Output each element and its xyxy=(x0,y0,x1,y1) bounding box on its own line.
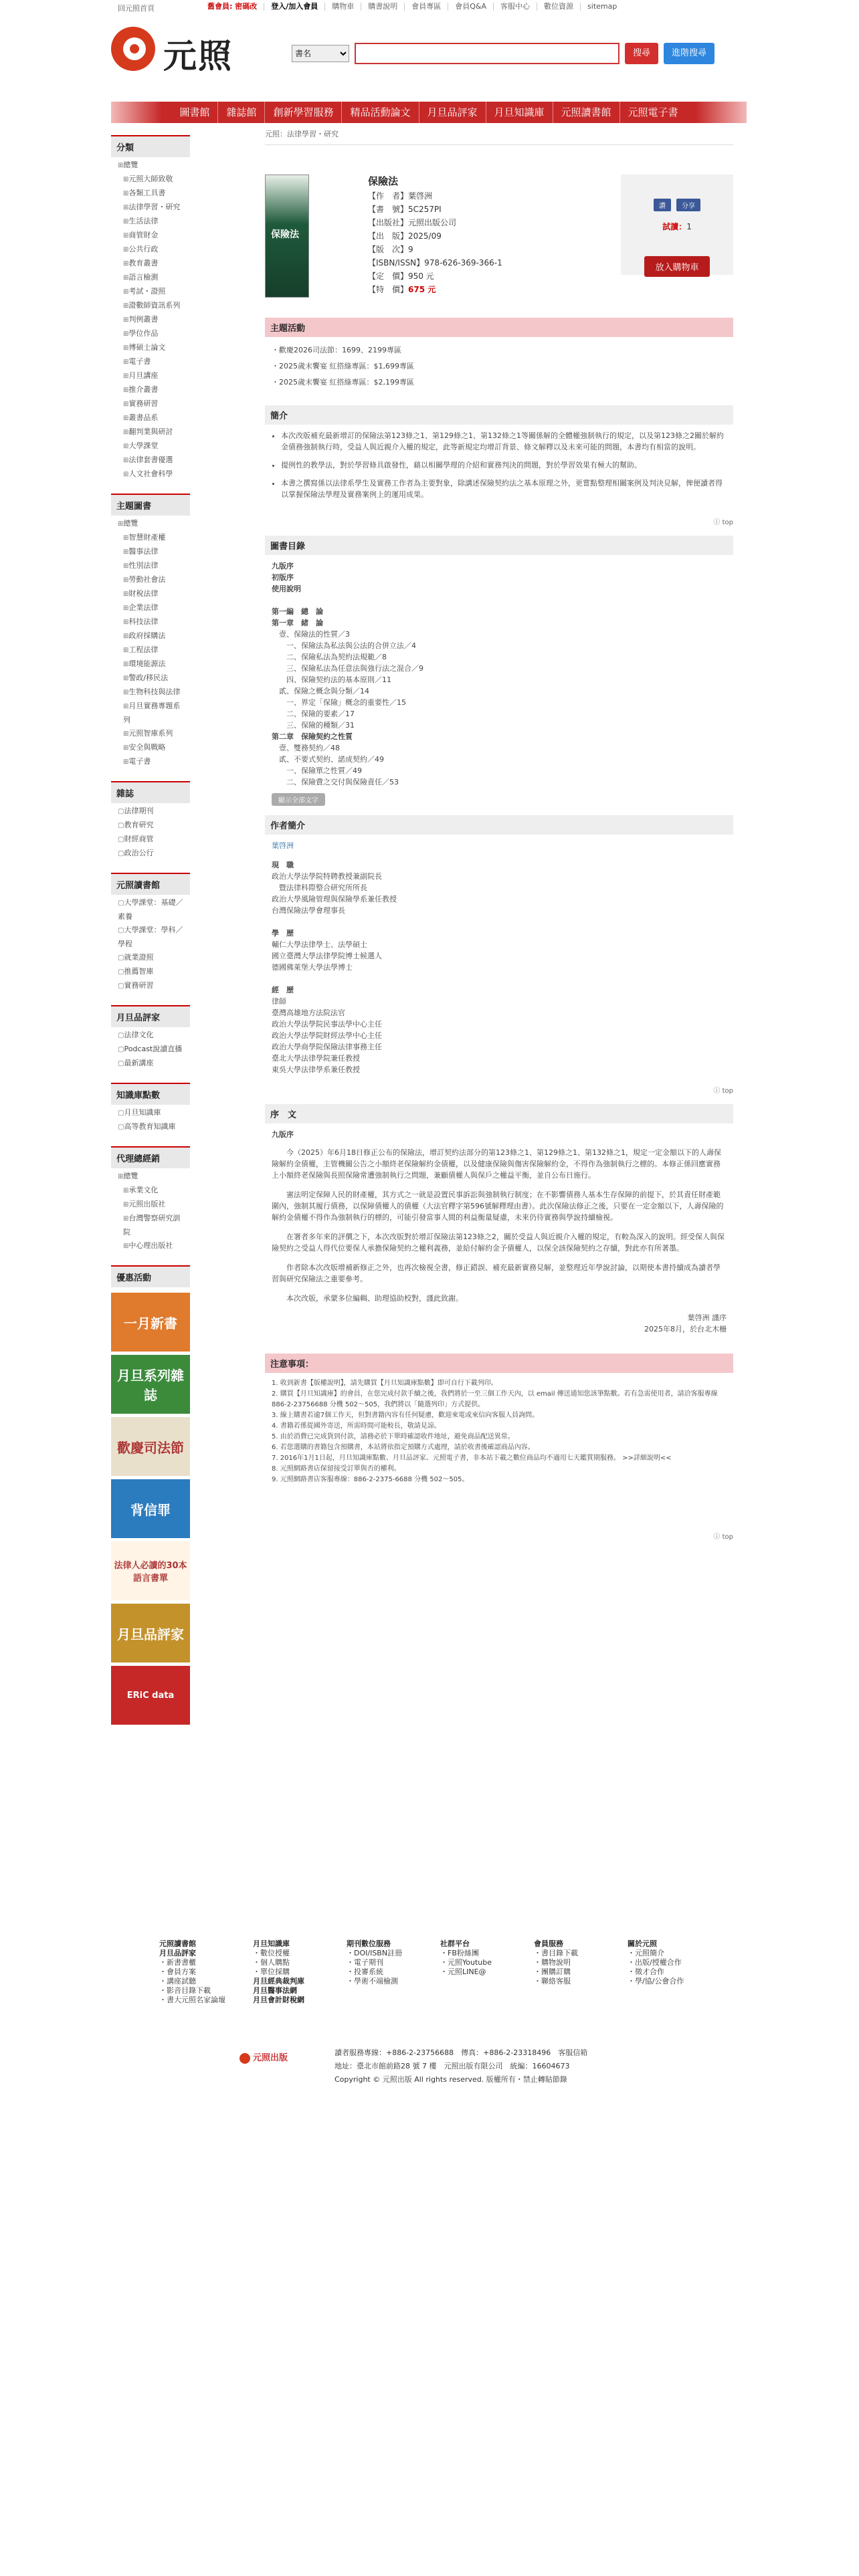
sidebar-item-topic-12[interactable]: ⊞ 月旦實務專題系列 xyxy=(118,700,186,727)
logo-text: 元照 xyxy=(163,36,233,76)
sidebar-item-category-8[interactable]: ⊞ 考試・證照 xyxy=(118,285,186,299)
footer-link[interactable]: ・單位採購 xyxy=(253,1967,290,1976)
author-title: 作者簡介 xyxy=(265,815,733,835)
main-nav xyxy=(111,102,747,123)
top-links xyxy=(201,3,624,11)
sidebar-item-topic-1[interactable]: ⊞ 醫事法律 xyxy=(118,545,186,559)
sidebar-category-root[interactable]: ⊞ 總覽 xyxy=(118,158,186,173)
search-button[interactable]: 搜尋 xyxy=(625,43,658,64)
footer-link[interactable]: ・徵才合作 xyxy=(628,1967,664,1976)
footer-col-title[interactable]: 會員服務 xyxy=(534,1939,563,1948)
toc-line: 第一編 總 論 xyxy=(272,607,323,616)
sidebar-item-category-20[interactable]: ⊞ 法律套書優選 xyxy=(118,453,186,467)
sidebar-item-reading-0[interactable]: ▢ 大學課堂：基礎／素養 xyxy=(118,896,186,924)
footer-link[interactable]: ・個人購點 xyxy=(253,1958,290,1967)
nav-item-4[interactable]: 月旦品評家 xyxy=(419,102,486,123)
sidebar-item-category-3[interactable]: ⊞ 生活法律 xyxy=(118,215,186,229)
notice-item-1: 2. 購買【月旦知識庫】的會員，在您完成付款手續之後，我們將於一至三個工作天內，以 email 傳送通知您該筆點數。若有急需使用者，請洽客服專線 886-2-23756688 分機 502～505，我們將以「隨選列印」方式提供。 xyxy=(272,1390,718,1408)
preface-paragraph: 今（2025）年6月18日修正公布的保險法，增訂契約法部分的第123條之1、第129條之1、第132條之1，規定一定金額以下的人壽保險解約金債權，主管機關公告之小額終老保險解約金債權，以及健康保險與傷害保險解約金，不得作為強制執行之標的。本修正係回應實務上小額終老保險與長照保險常遭強制執行之問題，兼顧債權人與保戶之權益平衡，並自公布日施行。 xyxy=(272,1148,721,1180)
expand-toc-button[interactable]: 顯示全部文字 xyxy=(272,793,325,806)
notice-item-8: 9. 元照網路書店客服專線：886-2-2375-6688 分機 502～505。 xyxy=(272,1476,469,1483)
search-input[interactable] xyxy=(355,43,619,64)
sidebar-item-topic-10[interactable]: ⊞ 警政/移民法 xyxy=(118,671,186,685)
book-special-price: 【特 價】675 元 xyxy=(368,285,436,294)
sidebar-item-critic-1[interactable]: ▢ Podcast說讀直播 xyxy=(118,1043,186,1057)
footer-col-2 xyxy=(347,1939,402,1986)
toc-line: 一、保險單之性質／49 xyxy=(272,766,362,775)
notice-item-6: 7. 2016年1月1日起，月旦知識庫點數、月旦品評家、元照電子書，非本站下載之數位商品均不適用七天鑑賞期服務。 >>詳細說明<< xyxy=(272,1455,672,1462)
top-link-4[interactable]: 會員專區 xyxy=(404,3,448,11)
sidebar-item-reading-4[interactable]: ▢ 實務研習 xyxy=(118,979,186,993)
sidebar-magazine-title: 雜誌 xyxy=(111,781,190,803)
sidebar-item-topic-2[interactable]: ⊞ 性別法律 xyxy=(118,559,186,573)
sidebar-reading-title: 元照讀書館 xyxy=(111,873,190,895)
preface-paragraph: 憲法明定保障人民的財產權，其方式之一就是設置民事訴訟與強制執行制度；在不影響債務人基本生存保障的前提下，於其責任財產範圍內，強制其履行債務，以保障債權人的債權（大法官釋字第596號解釋理由書）。此次保險法修正之後，只要在一定金額以下，人壽保險的解約金債權不得作為強制執行的標的，可能引發當事人間的利益衡量疑慮，未來仍待實務與學說持續檢視。 xyxy=(272,1190,724,1222)
sidebar-item-category-17[interactable]: ⊞ 叢書品系 xyxy=(118,411,186,425)
promotions-section xyxy=(265,318,733,396)
nav-item-0[interactable]: 圖書館 xyxy=(179,106,210,118)
sidebar-item-topic-6[interactable]: ⊞ 科技法律 xyxy=(118,615,186,629)
sidebar-item-reading-3[interactable]: ▢ 推薦智庫 xyxy=(118,965,186,979)
author-line xyxy=(272,973,727,984)
nav-item-1[interactable]: 雜誌館 xyxy=(217,102,264,123)
footer-col-title[interactable]: 社群平台 xyxy=(440,1939,470,1948)
sidebar-item-category-1[interactable]: ⊞ 各類工具書 xyxy=(118,187,186,201)
sidebar-item-knowledge-1[interactable]: ▢ 高等教育知識庫 xyxy=(118,1120,186,1134)
notice-item-3: 4. 書籍若係從國外寄送，所需時間可能較長，敬請見諒。 xyxy=(272,1422,441,1430)
toc-line: 壹、雙務契約／48 xyxy=(272,744,340,752)
sidebar-item-critic-0[interactable]: ▢ 法律文化 xyxy=(118,1029,186,1043)
promotion-item-1[interactable]: ・2025歲末饗宴 紅搭綠專區：$1,699專區 xyxy=(272,362,414,370)
toc-line: 一、界定「保險」概念的重要性／15 xyxy=(272,698,406,707)
toc-line: 使用說明 xyxy=(272,584,301,593)
preface-paragraph: 在署者多年來的評價之下，本次改版對於增訂保險法第123條之2，關於受益人與近親介入權的規定，有較為深入的說明。經受保人與保險契約之受益人得代位要保人承擔保險契約之權利義務，並給付解約金予債權人，以保全該保險契約之存續，對此亦有所著墨。 xyxy=(272,1232,725,1253)
try-read[interactable]: 試讀：1 xyxy=(662,222,692,231)
footer-link[interactable]: ・電子期刊 xyxy=(347,1958,383,1967)
footer-link[interactable]: 月旦品評家 xyxy=(159,1949,196,1957)
sidebar-topic-title: 主題圖書 xyxy=(111,494,190,516)
toc-section xyxy=(265,536,733,806)
author-line: 經 歷 xyxy=(272,986,294,994)
footer-link[interactable]: ・元照LINE@ xyxy=(440,1967,486,1976)
toc-line: 一、保險法為私法與公法的合併立法／4 xyxy=(272,641,416,650)
header xyxy=(111,23,747,76)
like-button[interactable]: 讚 xyxy=(654,199,671,211)
book-id: 【書 號】5C257PI xyxy=(368,205,442,214)
sidebar-item-category-11[interactable]: ⊞ 學位作品 xyxy=(118,327,186,341)
sidebar-item-knowledge-0[interactable]: ▢ 月旦知識庫 xyxy=(118,1106,186,1120)
author-name-link[interactable]: 葉啓洲 xyxy=(272,841,294,850)
promo-banner-2[interactable]: 歡慶司法節 xyxy=(111,1417,190,1476)
author-line: 現 職 xyxy=(272,861,294,869)
nav-item-7[interactable]: 元照電子書 xyxy=(619,102,686,123)
sidebar-knowledge-title: 知識庫點數 xyxy=(111,1083,190,1105)
top-link-1[interactable]: 登入/加入會員 xyxy=(264,3,324,11)
preface-title: 序 文 xyxy=(265,1104,733,1123)
footer-link[interactable]: ・學/協/公會合作 xyxy=(628,1977,684,1985)
toc-line: 四、保險契約法的基本原則／11 xyxy=(272,675,391,684)
sidebar-item-topic-4[interactable]: ⊞ 財稅法律 xyxy=(118,587,186,601)
nav-item-2[interactable]: 創新學習服務 xyxy=(264,102,341,123)
top-link-6[interactable]: 客服中心 xyxy=(493,3,537,11)
sidebar-item-critic-2[interactable]: ▢ 最新講座 xyxy=(118,1057,186,1071)
nav-item-5[interactable]: 月旦知識庫 xyxy=(486,102,553,123)
footer-link[interactable]: 月旦醫事法網 xyxy=(253,1986,297,1995)
sidebar-item-category-7[interactable]: ⊞ 語言檢測 xyxy=(118,271,186,285)
sidebar-topic-root[interactable]: ⊞ 總覽 xyxy=(118,517,186,531)
book-detail xyxy=(265,175,733,308)
author-line: 政治大學商學院保險法律事務主任 xyxy=(272,1043,382,1051)
share-button[interactable]: 分享 xyxy=(676,199,700,211)
sidebar-item-category-14[interactable]: ⊞ 月旦講座 xyxy=(118,369,186,383)
footer-link[interactable]: ・影音目錄下載 xyxy=(159,1986,211,1995)
top-bar xyxy=(0,0,859,15)
footer-link[interactable]: ・DOI/ISBN註冊 xyxy=(347,1949,403,1957)
preface-section xyxy=(265,1104,733,1340)
sidebar-item-agent-0[interactable]: ⊞ 承業文化 xyxy=(118,1184,186,1198)
nav-item-6[interactable]: 元照讀書館 xyxy=(553,102,619,123)
promo-banner-1[interactable]: 月旦系列雜誌 xyxy=(111,1355,190,1414)
toc-title: 圖書目錄 xyxy=(265,536,733,555)
book-isbn: 【ISBN/ISSN】978-626-369-366-1 xyxy=(368,258,502,267)
sidebar-item-topic-7[interactable]: ⊞ 政府採購法 xyxy=(118,629,186,643)
footer-link[interactable]: ・講座試聽 xyxy=(159,1977,196,1985)
promotion-item-0[interactable]: ・歡慶2026司法節：1699、2199專區 xyxy=(272,346,401,354)
preface-paragraph: 本次改版，承蒙多位編輯、助理協助校對，謹此致謝。 xyxy=(286,1294,463,1303)
sidebar-item-category-5[interactable]: ⊞ 公共行政 xyxy=(118,243,186,257)
footer-link[interactable]: ・聯絡客服 xyxy=(534,1977,571,1985)
top-link-8[interactable]: sitemap xyxy=(580,3,624,11)
notice-item-2: 3. 線上購書若逾7個工作天，但對書籍內容有任何疑慮，歡迎來電或來信向客服人員詢問。 xyxy=(272,1412,539,1419)
footer-link[interactable]: ・元照簡介 xyxy=(628,1949,664,1957)
author-line xyxy=(272,916,727,928)
toc-line: 九版序 xyxy=(272,562,294,570)
toc-line: 三、保險私法為任意法與強行法之混合／9 xyxy=(272,664,423,673)
footer-link[interactable]: ・投審系統 xyxy=(347,1967,383,1976)
footer-link[interactable]: ・FB粉絲團 xyxy=(440,1949,479,1957)
author-line: 政治大學法學院特聘教授兼副院長 xyxy=(272,872,382,881)
book-title: 保險法 xyxy=(368,175,399,187)
top-link-3[interactable]: 購書說明 xyxy=(361,3,404,11)
search-scope-select[interactable] xyxy=(292,45,349,62)
nav-item-3[interactable]: 精品活動論文 xyxy=(341,102,418,123)
book-edition: 【版 次】9 xyxy=(368,245,413,254)
author-line: 台灣保險法學會理事長 xyxy=(272,906,345,915)
footer-link[interactable]: ・書大元照名家論壇 xyxy=(159,1996,225,2004)
footer-link[interactable]: ・新書書櫃 xyxy=(159,1958,196,1967)
sidebar-item-topic-13[interactable]: ⊞ 元照智庫系列 xyxy=(118,727,186,741)
top-link-2[interactable]: 購物車 xyxy=(324,3,361,11)
sidebar-item-category-9[interactable]: ⊞ 證數師資訊系列 xyxy=(118,299,186,313)
footer-link[interactable]: ・書目錄下載 xyxy=(534,1949,578,1957)
notice-section xyxy=(265,1354,733,1541)
notice-title: 注意事項： xyxy=(265,1354,733,1373)
sidebar-item-category-19[interactable]: ⊞ 大學課堂 xyxy=(118,439,186,453)
footer-link[interactable]: ・元照Youtube xyxy=(440,1958,492,1967)
author-line: 東吳大學法律學系兼任教授 xyxy=(272,1065,360,1074)
breadcrumb: 元照：法律學習・研究 xyxy=(265,128,733,145)
footer-link[interactable]: ・團購訂購 xyxy=(534,1967,571,1976)
back-to-top-link[interactable]: ⓘ top xyxy=(713,1533,733,1541)
book-date: 【出 版】2025/09 xyxy=(368,231,442,241)
author-line: 學 歷 xyxy=(272,929,294,938)
toc-line: 二、保險費之交付與保險責任／53 xyxy=(272,778,399,786)
intro-title: 簡介 xyxy=(265,405,733,425)
sidebar-item-category-10[interactable]: ⊞ 判例叢書 xyxy=(118,313,186,327)
author-line: 政治大學法學院財經法學中心主任 xyxy=(272,1031,382,1040)
sidebar-item-magazine-3[interactable]: ▢ 政治公行 xyxy=(118,847,186,861)
back-to-top-link[interactable]: ⓘ top xyxy=(713,1087,733,1095)
sidebar-item-magazine-0[interactable]: ▢ 法律期刊 xyxy=(118,804,186,819)
footer-link[interactable]: 月旦會計財稅網 xyxy=(253,1996,304,2004)
sidebar-agent xyxy=(111,1146,190,1256)
sidebar-item-category-21[interactable]: ⊞ 人文社會科學 xyxy=(118,467,186,481)
notice-item-0: 1. 收到新書【版權說明】，請先購買【月旦知識庫點數】即可自行下載列印。 xyxy=(272,1380,498,1387)
buy-box xyxy=(621,175,733,275)
sidebar-category xyxy=(111,135,190,484)
sidebar-item-category-6[interactable]: ⊞ 教育叢書 xyxy=(118,257,186,271)
preface-sign: 葉啓洲 謹序 2025年8月，於台北木柵 xyxy=(644,1313,727,1333)
sidebar-promo xyxy=(111,1265,190,1725)
intro-item-1: • 提例性的教學法，對於學習條具啟發性，藉以相關學理的介紹和實務判決的問題，對於學習效果有極大的幫助。 xyxy=(281,459,727,471)
top-link-7[interactable]: 數位資源 xyxy=(537,3,580,11)
promo-banner-3[interactable]: 背信罪 xyxy=(111,1479,190,1538)
toc-line: 三、保險的種類／31 xyxy=(272,721,355,730)
author-line: 律師 xyxy=(272,997,286,1006)
footer-col-title[interactable]: 元照讀書館 xyxy=(159,1939,196,1948)
sidebar xyxy=(111,135,190,1734)
site-logo[interactable] xyxy=(111,23,258,76)
sidebar-item-topic-8[interactable]: ⊞ 工程法律 xyxy=(118,643,186,657)
search-bar xyxy=(292,43,714,64)
toc-line: 二、保險私法為契約法規範／8 xyxy=(272,653,387,661)
preface-heading: 九版序 xyxy=(272,1130,294,1139)
book-author: 【作 者】葉啓洲 xyxy=(368,191,433,201)
toc-line xyxy=(272,595,727,606)
sidebar-item-topic-15[interactable]: ⊞ 電子書 xyxy=(118,755,186,769)
footer-col-1 xyxy=(253,1939,304,2005)
sidebar-item-magazine-1[interactable]: ▢ 教育研究 xyxy=(118,819,186,833)
sidebar-agent-title: 代理總經銷 xyxy=(111,1146,190,1168)
sidebar-reading xyxy=(111,873,190,996)
sidebar-knowledge xyxy=(111,1083,190,1137)
footer-col-title[interactable]: 關於元照 xyxy=(628,1939,657,1948)
sidebar-item-category-15[interactable]: ⊞ 推介叢書 xyxy=(118,383,186,397)
top-link-5[interactable]: 會員Q&A xyxy=(448,3,493,11)
sidebar-item-category-2[interactable]: ⊞ 法律學習・研究 xyxy=(118,201,186,215)
main-content xyxy=(265,128,733,1541)
author-line: 臺灣高雄地方法院法官 xyxy=(272,1008,345,1017)
sidebar-agent-root[interactable]: ⊞ 總覽 xyxy=(118,1170,186,1184)
sidebar-item-topic-9[interactable]: ⊞ 環境能源法 xyxy=(118,657,186,671)
notice-item-4: 5. 由於消費已完成貨到付款，請務必於下單時確認收件地址，避免商品配送異常。 xyxy=(272,1433,514,1440)
intro-item-2: • 本書之撰寫係以法律系學生及實務工作者為主要對象，除講述保險契約法之基本原理之外，更嘗點整理相關案例及判決見解，俾便讀者得以掌握保險法學理及實務案例上的運用成果。 xyxy=(281,477,727,500)
intro-section xyxy=(265,405,733,526)
sidebar-item-topic-5[interactable]: ⊞ 企業法律 xyxy=(118,601,186,615)
promo-banner-6[interactable]: ERiC data xyxy=(111,1666,190,1725)
sidebar-item-category-0[interactable]: ⊞ 元照大師致敬 xyxy=(118,173,186,187)
toc-line: 第一章 緒 論 xyxy=(272,619,323,627)
sidebar-item-topic-14[interactable]: ⊞ 安全與戰略 xyxy=(118,741,186,755)
sidebar-item-topic-11[interactable]: ⊞ 生物科技與法律 xyxy=(118,685,186,700)
toc-line: 壹、保險法的性質／3 xyxy=(272,630,350,639)
book-info xyxy=(368,175,502,296)
notice-item-5: 6. 若您選購的書籍包含預購書，本站將依指定預購方式處理，請於收書後確認商品內容。 xyxy=(272,1444,535,1451)
advanced-search-button[interactable]: 進階搜尋 xyxy=(664,43,714,64)
sidebar-item-reading-1[interactable]: ▢ 大學課堂：學科／學程 xyxy=(118,924,186,951)
sidebar-critic-title: 月旦品評家 xyxy=(111,1005,190,1027)
footer-info: 元照出版 讀者服務專線：+886-2-23756688 傳真：+886-2-23318496 客服信箱 地址：臺北市館前路28 號 7 樓 元照出版有限公司 統編：16604673 Copyright © 元照出版 All rights reserved. 版權所有・禁止轉貼節錄 xyxy=(248,2046,676,2086)
book-list-price: 【定 價】950 元 xyxy=(368,272,434,281)
footer-col-title[interactable]: 月旦知識庫 xyxy=(253,1939,290,1948)
sidebar-item-category-4[interactable]: ⊞ 商管財金 xyxy=(118,229,186,243)
toc-line: 貳、保險之概念與分類／14 xyxy=(272,687,369,695)
footer-link[interactable]: ・學術不端檢測 xyxy=(347,1977,398,1985)
sidebar-category-title: 分類 xyxy=(111,135,190,157)
sidebar-item-category-18[interactable]: ⊞ 翻判業與研討 xyxy=(118,425,186,439)
sidebar-item-category-12[interactable]: ⊞ 博碩士論文 xyxy=(118,341,186,355)
promo-banner-0[interactable]: 一月新書 xyxy=(111,1293,190,1352)
footer-link[interactable]: ・購物說明 xyxy=(534,1958,571,1967)
book-cover[interactable]: 保險法 xyxy=(265,175,309,298)
author-line: 政治大學法學院民事法學中心主任 xyxy=(272,1020,382,1029)
footer-brand: 元照出版 xyxy=(240,2052,288,2065)
sidebar-item-topic-3[interactable]: ⊞ 勞動社會法 xyxy=(118,573,186,587)
footer-col-4 xyxy=(534,1939,578,1986)
logo-mark-icon xyxy=(240,2053,250,2064)
author-line: 德國佛萊堡大學法學博士 xyxy=(272,963,353,972)
book-publisher: 【出版社】元照出版公司 xyxy=(368,218,457,227)
sidebar-item-category-16[interactable]: ⊞ 實務研習 xyxy=(118,397,186,411)
sidebar-item-category-13[interactable]: ⊞ 電子書 xyxy=(118,355,186,369)
promo-banner-5[interactable]: 月旦品評家 xyxy=(111,1604,190,1662)
promotion-item-2[interactable]: ・2025歲末饗宴 紅搭綠專區：$2,199專區 xyxy=(272,378,414,387)
sidebar-item-magazine-2[interactable]: ▢ 財經商管 xyxy=(118,833,186,847)
footer-col-title[interactable]: 期刊數位服務 xyxy=(347,1939,391,1948)
footer-link[interactable]: ・數位授權 xyxy=(253,1949,290,1957)
sidebar-item-agent-1[interactable]: ⊞ 元照出版社 xyxy=(118,1198,186,1212)
sidebar-topic xyxy=(111,494,190,772)
author-line: 國立臺灣大學法律學院博士候選人 xyxy=(272,952,382,960)
author-line: 臺北大學法律學院兼任教授 xyxy=(272,1054,360,1063)
footer-link[interactable]: ・會員方案 xyxy=(159,1967,196,1976)
sidebar-item-agent-3[interactable]: ⊞ 中心理出版社 xyxy=(118,1239,186,1253)
sidebar-item-agent-2[interactable]: ⊞ 台灣警察研究訓院 xyxy=(118,1212,186,1239)
author-line: 暨法律科際整合研究所所長 xyxy=(272,883,367,892)
toc-line: 二、保險的要素／17 xyxy=(272,710,355,718)
toc-line: 貳、不要式契約、諾成契約／49 xyxy=(272,755,384,764)
footer-link[interactable]: ・出版/授權合作 xyxy=(628,1958,682,1967)
footer-col-5 xyxy=(628,1939,684,1986)
notice-item-7: 8. 元照網路書店保留接受訂單與否的權利。 xyxy=(272,1465,401,1473)
top-link-0[interactable]: 舊會員: 密碼改 xyxy=(207,2,258,11)
toc-line: 第二章 保險契約之性質 xyxy=(272,732,353,741)
promo-banner-4[interactable]: 法律人必讀的30本語言書單 xyxy=(111,1541,190,1600)
sidebar-critic xyxy=(111,1005,190,1073)
add-to-cart-button[interactable]: 放入購物車 xyxy=(644,256,709,277)
preface-paragraph: 作者除本次改版增補新修正之外，也再次檢視全書，修正錯誤、補充最新實務見解，並整理近年學說討論，以期使本書持續成為讀者學習與研究保險法之重要參考。 xyxy=(272,1263,721,1283)
footer-nav xyxy=(159,1939,735,2013)
sidebar-magazine xyxy=(111,781,190,863)
footer-link[interactable]: 月旦經典裁判庫 xyxy=(253,1977,304,1985)
promotions-title: 主題活動 xyxy=(265,318,733,337)
footer-col-3 xyxy=(440,1939,492,1977)
sidebar-item-reading-2[interactable]: ▢ 就業證照 xyxy=(118,951,186,965)
author-line: 輔仁大學法律學士、法學碩士 xyxy=(272,940,367,949)
author-line: 政治大學風險管理與保險學系兼任教授 xyxy=(272,895,397,903)
intro-item-0: • 本次改版補充最新增訂的保險法第123條之1、第129條之1、第132條之1等關係解的全體權強制執行的規定，以及第123條之2關於解約金債務強制執行時，受益人與近親介入權的規定，此等新規定均增訂背景、條文解釋以及未來可能的問題，本書均有相當的說明。 xyxy=(281,430,727,453)
author-section xyxy=(265,815,733,1095)
back-to-top-link[interactable]: ⓘ top xyxy=(713,519,733,526)
toc-line: 初版序 xyxy=(272,573,294,582)
sidebar-item-topic-0[interactable]: ⊞ 智慧財產權 xyxy=(118,531,186,545)
home-link[interactable]: 回元照首頁 xyxy=(118,4,155,13)
sidebar-promo-title: 優惠活動 xyxy=(111,1265,190,1287)
footer-col-0 xyxy=(159,1939,225,2005)
